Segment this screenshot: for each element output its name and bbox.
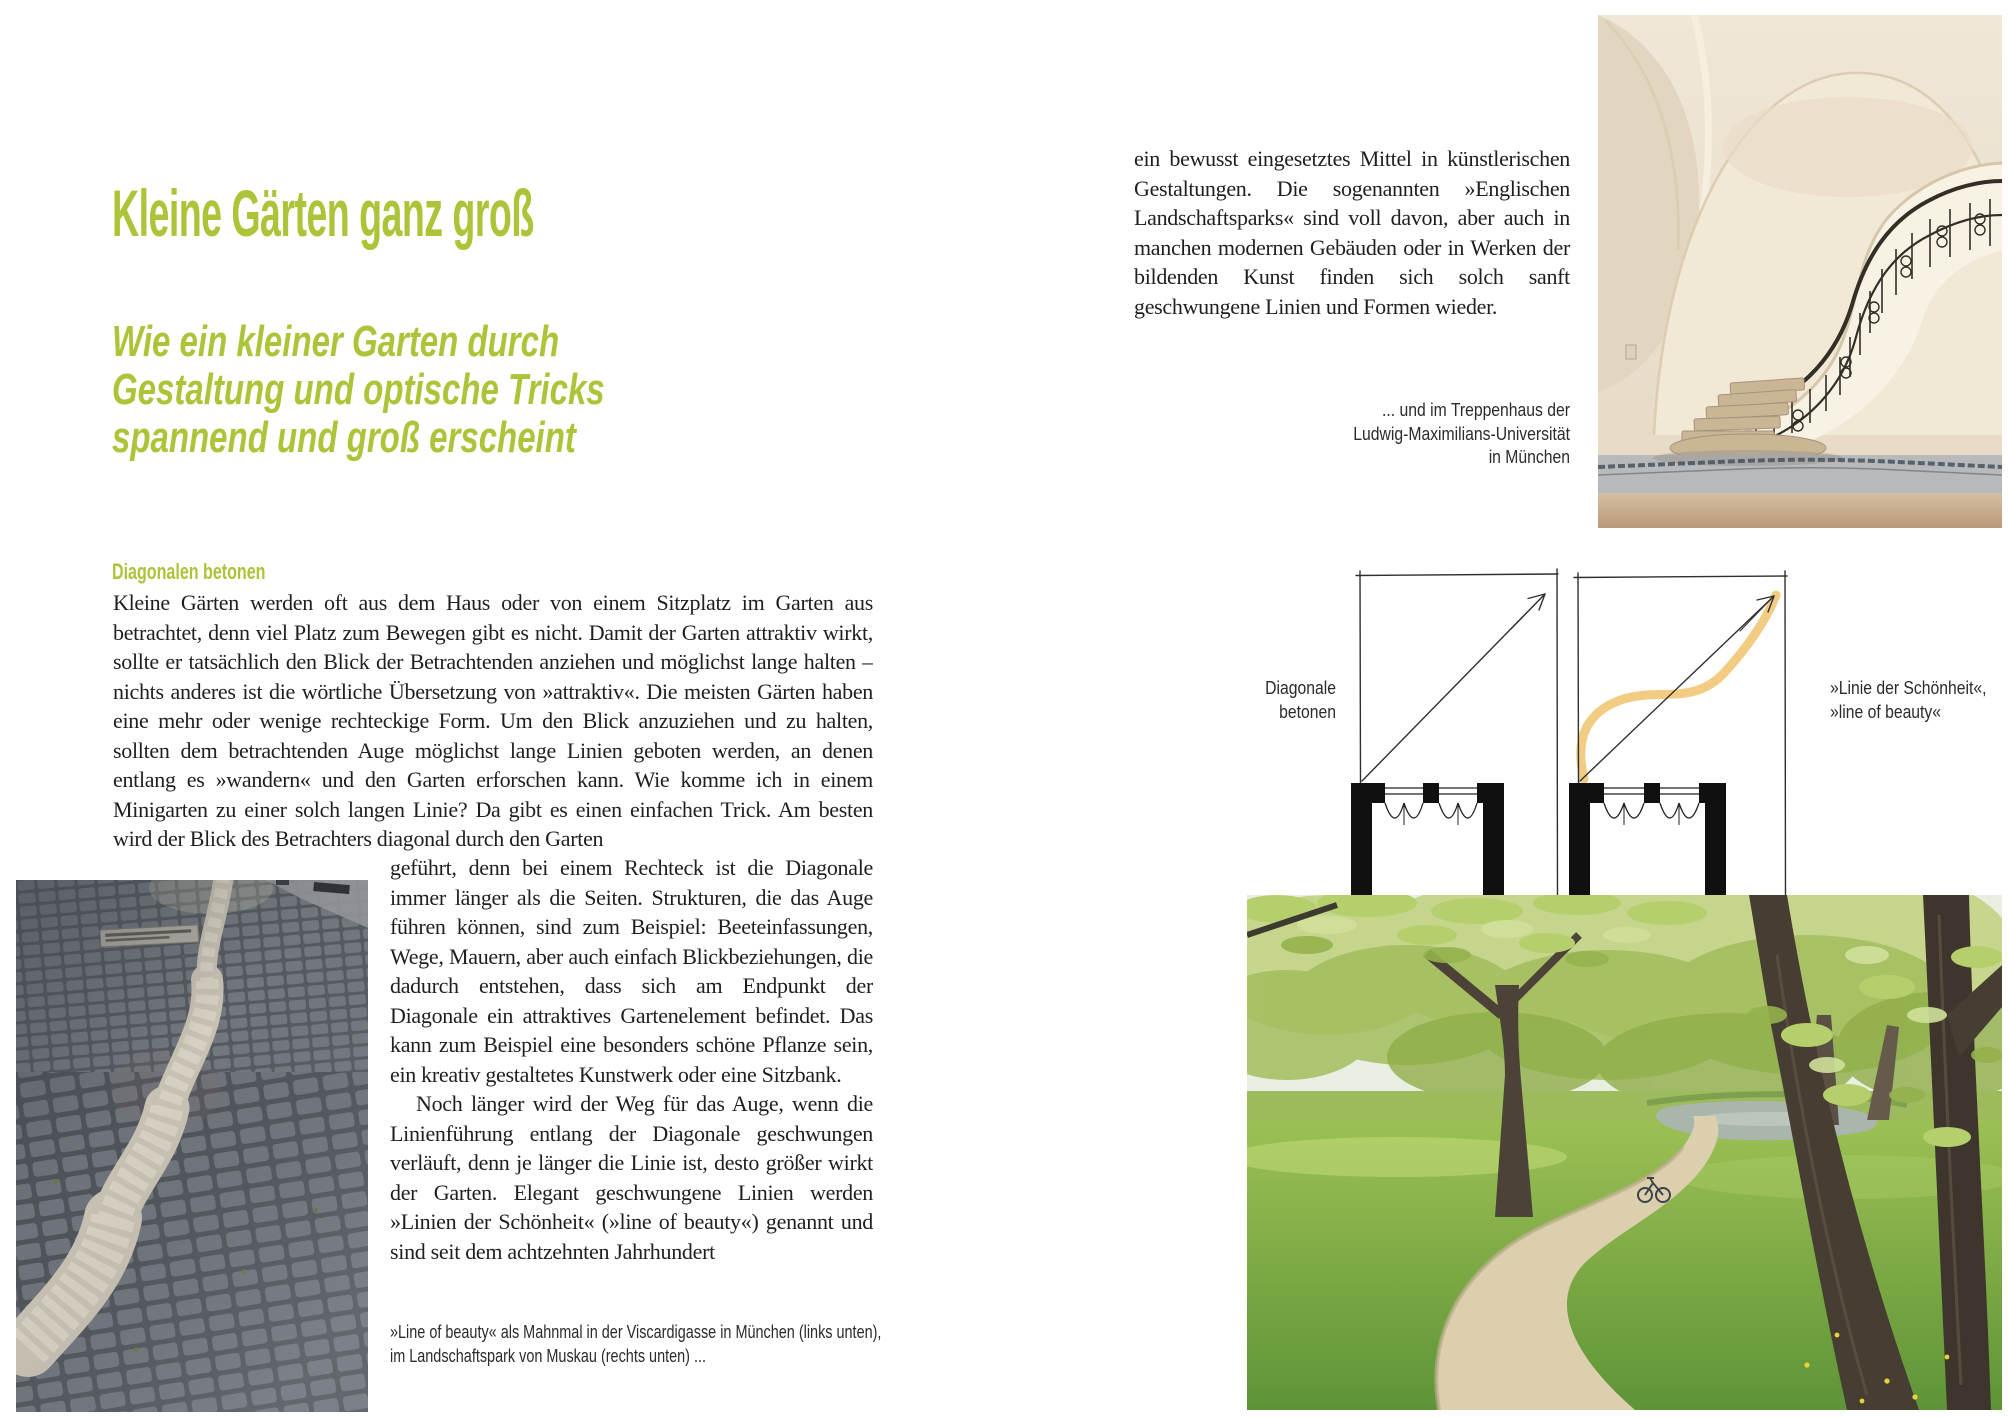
label-line: »line of beauty« xyxy=(1830,700,1942,722)
caption-line: im Landschaftspark von Muskau (rechts unten) ... xyxy=(390,1344,707,1366)
body-text-wrapped xyxy=(390,853,873,1305)
stairs-photo-caption xyxy=(1315,398,1570,469)
park-photo xyxy=(1247,895,2002,1410)
diagram-diagonal-graphic xyxy=(1348,565,1563,910)
body-paragraph: geführt, denn bei einem Rechteck ist die Diagonale immer länger als die Seiten. Strukturen, die das Auge führen können, sind zum Beispiel: Beeteinfassungen, Wege, Mauern, aber auch einfach Blickbeziehungen, die dadurch entstehen, dass sich am Endpunkt der Diagonale ein attraktives Gartenelement befindet. Das kann zum Beispiel eine besonders schöne Pflanze sein, ein kreativ gestaltetes Kunstwerk oder eine Sitzbank. xyxy=(390,855,873,1087)
caption-line: Ludwig-Maximilians-Universität xyxy=(1353,422,1570,444)
house-wall-plan xyxy=(1569,783,1726,905)
diagram-line-of-beauty-graphic xyxy=(1568,565,1803,910)
house-wall-plan xyxy=(1351,783,1504,905)
diagram-diagonal xyxy=(1348,565,1563,910)
cobblestone-photo xyxy=(16,880,368,1412)
diagram-right-label xyxy=(1830,676,2000,723)
subtitle-line: Gestaltung und optische Tricks xyxy=(112,365,605,414)
cobblestone-photo-caption xyxy=(390,1320,882,1367)
section-heading: Diagonalen betonen xyxy=(112,559,266,585)
subtitle-line: Wie ein kleiner Garten durch xyxy=(112,317,560,366)
caption-line: ... und im Treppenhaus der xyxy=(1382,399,1570,420)
diagram-line-of-beauty xyxy=(1568,565,1803,910)
caption-line: in München xyxy=(1488,446,1570,467)
page-title: Kleine Gärten ganz groß xyxy=(112,176,534,251)
label-line: betonen xyxy=(1279,700,1336,722)
label-line: Diagonale xyxy=(1265,677,1336,698)
cobblestone-photo-graphic xyxy=(16,880,368,1412)
staircase-photo xyxy=(1598,15,2002,528)
label-line: »Linie der Schönheit«, xyxy=(1830,677,1987,698)
body-text-continued: ein bewusst eingesetztes Mittel in künstlerischen Gestaltungen. Die sogenannten »Englischen Landschaftsparks« sind voll davon, aber auch in manchen modernen Gebäuden oder in Werken der bildenden Kunst finden sich solch sanft geschwungene Linien und Formen wieder. xyxy=(1134,146,1570,319)
caption-line: »Line of beauty« als Mahnmal in der Viscardigasse in München (links unten), xyxy=(390,1321,882,1342)
diagram-left-label xyxy=(1203,676,1336,723)
body-text-intro: Kleine Gärten werden oft aus dem Haus oder von einem Sitzplatz im Garten aus betrachtet, denn viel Platz zum Bewegen gibt es nicht. Damit der Garten attraktiv wirkt, sollte er tatsächlich den Blick der Betrachtenden anziehen und möglichst lange halten – nichts anderes ist die wörtliche Übersetzung von »attraktiv«. Die meisten Gärten haben eine mehr oder wenige rechteckige Form. Um den Blick anzuziehen und zu halten, sollten dem betrachtenden Auge möglichst lange Linien geboten werden, an denen entlang es »wandern« und den Garten erforschen kann. Wie komme ich in einem Minigarten zu einer solch langen Linie? Da gibt es einen einfachen Trick. Am besten wird der Blick des Betrachters diagonal durch den Garten xyxy=(113,590,873,851)
park-photo-graphic xyxy=(1247,895,2002,1410)
body-paragraph: Noch länger wird der Weg für das Auge, wenn die Linienführung entlang der Diagonale geschwungen verläuft, denn je länger die Linie ist, desto größer wirkt der Garten. Elegant geschwungene Linien werden »Linien der Schönheit« (»line of beauty«) genannt und sind seit dem achtzehnten Jahrhundert xyxy=(390,1091,873,1264)
staircase-photo-graphic xyxy=(1598,15,2002,528)
subtitle-line: spannend und groß erscheint xyxy=(112,413,576,462)
page-subtitle xyxy=(112,318,605,462)
